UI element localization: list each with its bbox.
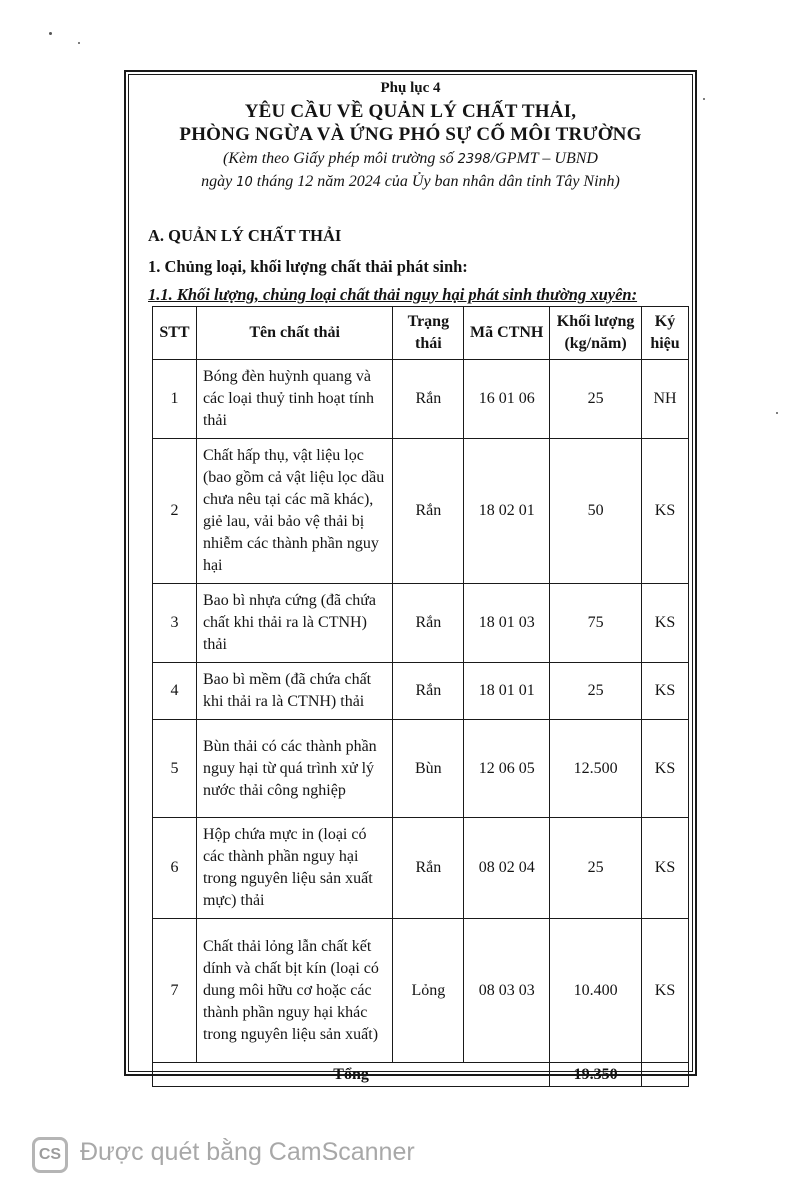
permit-ref-prefix: (Kèm theo Giấy phép môi trường số xyxy=(223,150,458,167)
scan-speck xyxy=(78,42,80,44)
table-header-row xyxy=(153,307,689,360)
cell-mass: 25 xyxy=(550,818,642,919)
cell-symbol: NH xyxy=(642,360,689,439)
permit-ref-suffix: /GPMT – UBND xyxy=(490,150,598,167)
permit-date-suffix: tháng 12 năm 2024 của Ủy ban nhân dân tỉnh Tây Ninh) xyxy=(252,173,620,190)
camscanner-logo: CS xyxy=(32,1137,68,1173)
cell-mass: 75 xyxy=(550,584,642,663)
cell-mass: 12.500 xyxy=(550,720,642,818)
scan-speck xyxy=(49,32,52,35)
cell-name: Hộp chứa mực in (loại có các thành phần nguy hại trong nguyên liệu sản xuất mực) thải xyxy=(196,818,392,919)
permit-date xyxy=(128,173,693,191)
cell-state: Rắn xyxy=(393,663,464,720)
table-row xyxy=(153,360,689,439)
permit-day-handwritten: 10 xyxy=(236,175,253,190)
cell-name: Chất thải lỏng lẫn chất kết dính và chất bịt kín (loại có dung môi hữu cơ hoặc các thành phần nguy hại khác trong nguyên liệu sản xuất) xyxy=(196,919,392,1063)
cell-symbol: KS xyxy=(642,439,689,584)
cell-stt: 4 xyxy=(153,663,197,720)
cell-state: Bùn xyxy=(393,720,464,818)
total-mass: 19.350 xyxy=(550,1063,642,1087)
table-row xyxy=(153,720,689,818)
page-title-line2: PHÒNG NGỪA VÀ ỨNG PHÓ SỰ CỐ MÔI TRƯỜNG xyxy=(179,124,642,145)
cell-stt: 3 xyxy=(153,584,197,663)
table-row xyxy=(153,663,689,720)
cell-state: Rắn xyxy=(393,818,464,919)
cell-state: Rắn xyxy=(393,584,464,663)
page-title-line1: YÊU CẦU VỀ QUẢN LÝ CHẤT THẢI, xyxy=(244,101,577,122)
cell-name: Bao bì nhựa cứng (đã chứa chất khi thải ra là CTNH) thải xyxy=(196,584,392,663)
cell-code: 16 01 06 xyxy=(464,360,550,439)
header-mass: Khối lượng (kg/năm) xyxy=(550,307,642,360)
cell-state: Rắn xyxy=(393,360,464,439)
cell-symbol: KS xyxy=(642,919,689,1063)
cell-state: Rắn xyxy=(393,439,464,584)
cell-code: 18 01 01 xyxy=(464,663,550,720)
cell-code: 08 02 04 xyxy=(464,818,550,919)
permit-number-handwritten: 2398 xyxy=(457,152,491,167)
table-row xyxy=(153,919,689,1063)
cell-symbol: KS xyxy=(642,663,689,720)
cell-symbol: KS xyxy=(642,818,689,919)
header-symbol: Ký hiệu xyxy=(642,307,689,360)
cell-code: 08 03 03 xyxy=(464,919,550,1063)
cell-name: Bóng đèn huỳnh quang và các loại thuỷ tinh hoạt tính thải xyxy=(196,360,392,439)
appendix-label: Phụ lục 4 xyxy=(380,80,441,96)
section-1-heading: 1. Chủng loại, khối lượng chất thải phát sinh: xyxy=(148,257,468,276)
total-label: Tổng xyxy=(153,1063,550,1087)
total-symbol-empty xyxy=(642,1063,689,1087)
cell-state: Lỏng xyxy=(393,919,464,1063)
cell-code: 12 06 05 xyxy=(464,720,550,818)
header-name: Tên chất thải xyxy=(196,307,392,360)
header-stt: STT xyxy=(153,307,197,360)
cell-code: 18 01 03 xyxy=(464,584,550,663)
table-row xyxy=(153,439,689,584)
cell-mass: 50 xyxy=(550,439,642,584)
table-row xyxy=(153,818,689,919)
cell-name: Chất hấp thụ, vật liệu lọc (bao gồm cả vật liệu lọc dầu chưa nêu tại các mã khác), giẻ lau, vải bảo vệ thải bị nhiễm các thành phần nguy hại xyxy=(196,439,392,584)
cell-mass: 25 xyxy=(550,360,642,439)
cell-mass: 25 xyxy=(550,663,642,720)
cell-stt: 6 xyxy=(153,818,197,919)
cell-stt: 2 xyxy=(153,439,197,584)
cell-stt: 5 xyxy=(153,720,197,818)
cell-symbol: KS xyxy=(642,720,689,818)
permit-date-prefix: ngày xyxy=(201,173,237,190)
header-code: Mã CTNH xyxy=(464,307,550,360)
cell-code: 18 02 01 xyxy=(464,439,550,584)
cell-mass: 10.400 xyxy=(550,919,642,1063)
header-state: Trạng thái xyxy=(393,307,464,360)
permit-reference xyxy=(128,150,693,168)
cell-stt: 7 xyxy=(153,919,197,1063)
cell-stt: 1 xyxy=(153,360,197,439)
table-total-row xyxy=(153,1063,689,1087)
section-1-1-heading: 1.1. Khối lượng, chủng loại chất thải nguy hại phát sinh thường xuyên: xyxy=(148,285,638,304)
table-row xyxy=(153,584,689,663)
scan-speck xyxy=(703,98,705,100)
cell-symbol: KS xyxy=(642,584,689,663)
camscanner-watermark: Được quét bằng CamScanner xyxy=(80,1138,415,1166)
hazardous-waste-table xyxy=(152,306,689,1087)
section-a-heading: A. QUẢN LÝ CHẤT THẢI xyxy=(148,226,342,245)
cell-name: Bùn thải có các thành phần nguy hại từ quá trình xử lý nước thải công nghiệp xyxy=(196,720,392,818)
cell-name: Bao bì mềm (đã chứa chất khi thải ra là CTNH) thải xyxy=(196,663,392,720)
scan-speck xyxy=(776,412,778,414)
